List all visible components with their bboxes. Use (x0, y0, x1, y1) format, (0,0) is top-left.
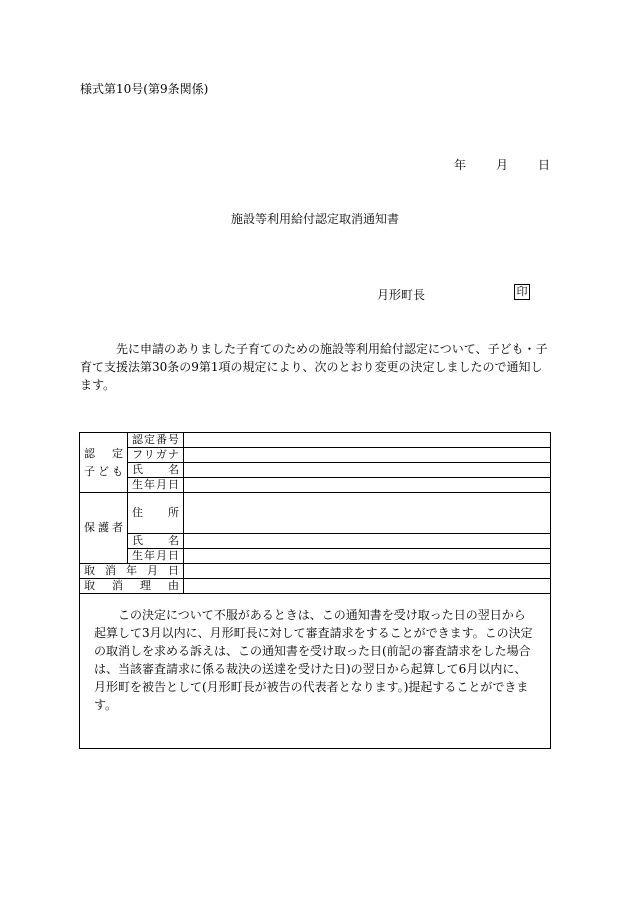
child-name-value[interactable] (184, 463, 551, 478)
child-group-line1: 認 定 (84, 446, 123, 460)
info-table (79, 432, 551, 749)
document-title: 施設等利用給付認定取消通知書 (230, 212, 399, 226)
child-birthdate-label: 生年月日 (128, 478, 184, 493)
guardian-address-value[interactable] (184, 493, 551, 534)
date-line (454, 156, 550, 173)
appeal-notice-text: この決定について不服があるときは、この通知書を受け取った日の翌日から起算して3月以内に、月形町長に対して審査請求をすることができます。この決定の取消しを求める訴えは、この通知書を受け取った日(前記の審査請求をした場合は、当該審査請求に係る裁決の送達を受けた日)の翌日から起算して6月以内に、月形町を被告として(月形町長が被告の代表者となります。)提起することができます。 (94, 608, 533, 712)
form-number: 様式第10号(第9条関係) (80, 82, 209, 96)
issuer-name: 月形町長 (377, 288, 426, 302)
guardian-name-value[interactable] (184, 534, 551, 549)
date-year-label: 年 (453, 158, 466, 172)
cancel-reason-value[interactable] (184, 579, 551, 594)
intro-text: 先に申請のありました子育てのための施設等利用給付認定について、子ども・子育て支援法第30条の9第1項の規定により、次のとおり変更の決定しましたので通知します。 (80, 342, 548, 392)
cancel-date-value[interactable] (184, 564, 551, 579)
date-day-label: 日 (537, 158, 550, 172)
cancel-reason-label: 取消理由 (80, 579, 184, 594)
guardian-birthdate-label: 生年月日 (128, 549, 184, 564)
child-birthdate-value[interactable] (184, 478, 551, 493)
child-name-label: 氏 名 (128, 463, 184, 478)
appeal-notice (80, 594, 551, 749)
guardian-group-label: 保護者 (80, 493, 128, 564)
intro-paragraph (80, 340, 552, 394)
guardian-address-label: 住 所 (128, 493, 184, 534)
child-furigana-value[interactable] (184, 448, 551, 463)
guardian-birthdate-value[interactable] (184, 549, 551, 564)
child-cert-number-label: 認定番号 (128, 433, 184, 448)
cancel-date-label: 取消年月日 (80, 564, 184, 579)
seal-mark: 印 (514, 284, 530, 300)
child-group-label (80, 433, 128, 493)
child-group-line2: 子ども (84, 464, 123, 478)
child-cert-number-value[interactable] (184, 433, 551, 448)
child-furigana-label: フリガナ (128, 448, 184, 463)
date-month-label: 月 (495, 158, 508, 172)
guardian-name-label: 氏 名 (128, 534, 184, 549)
